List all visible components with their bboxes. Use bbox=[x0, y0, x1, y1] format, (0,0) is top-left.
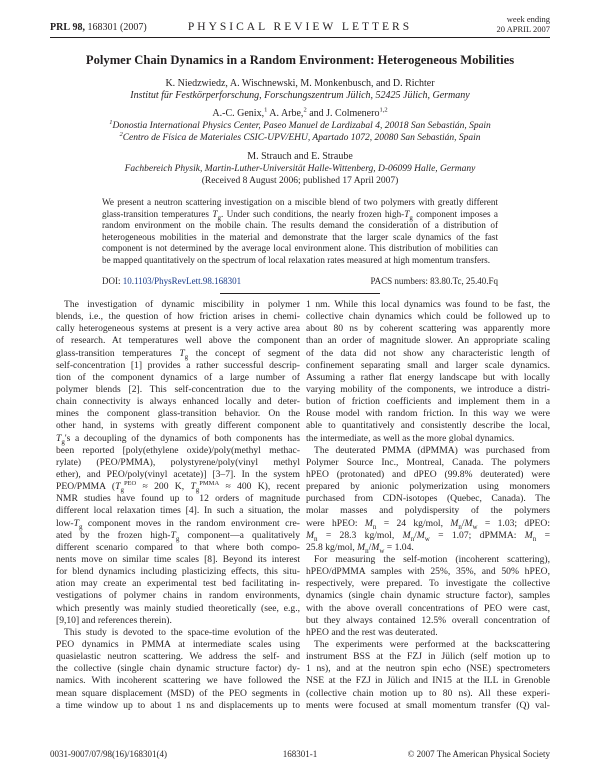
body-line: NSE at the FZJ in Jülich and IN15 at the ILL in Grenoble bbox=[306, 675, 550, 687]
body-line: cally heterogeneous systems at present is a very active area bbox=[56, 323, 300, 335]
journal-title: PHYSICAL REVIEW LETTERS bbox=[187, 21, 413, 33]
body-line: hPEO and the rest was deuterated. bbox=[306, 626, 438, 638]
body-line: NMR studies have found up to 12 orders of magnitude bbox=[56, 493, 300, 505]
abstract-line: component is not determined by the average local environment alone. This distribution of mobilities can bbox=[102, 243, 498, 254]
abstract bbox=[102, 197, 498, 267]
body-line: hPEO/dPMMA samples with 25%, 35%, and 50% hPEO, bbox=[306, 566, 550, 578]
body-line: been reported [poly(ethylene oxide)/poly(methyl methac- bbox=[56, 444, 300, 456]
doi-link[interactable]: 10.1103/PhysRevLett.98.168301 bbox=[122, 276, 242, 286]
body-line: 1 ns), and at the neutron spin echo (NSE) spectrometers bbox=[306, 663, 550, 675]
authors-group-3: M. Strauch and E. Straube bbox=[247, 151, 353, 162]
body-line: quasielastic neutron scattering. We address the self- and bbox=[56, 651, 300, 663]
body-line: Polymer Source Inc., Montreal, Canada. The polymers bbox=[306, 456, 550, 468]
body-line: different scenario compared to that where both compo- bbox=[56, 541, 300, 553]
date: 20 APRIL 2007 bbox=[496, 24, 550, 34]
affiliation-3: Fachbereich Physik, Martin-Luther-Universität Halle-Wittenberg, D-06099 Halle, Germany bbox=[124, 164, 476, 174]
body-line: hPEO (protonated) and dPEO (99.8% deuterated) were bbox=[306, 468, 550, 480]
body-line: mines the component glass-transition behavior. On the bbox=[56, 408, 300, 420]
body-line: which presently was mainly studied theoretically (see, e.g., bbox=[56, 602, 300, 614]
affiliation-2a: $^1$Donostia International Physics Center, Paseo Manuel de Lardizabal 4, 20018 San Sebastián, Spain bbox=[109, 118, 491, 131]
body-line: able to quantitatively and consistently describe the local, bbox=[306, 420, 550, 432]
body-line: ments were focused at small momentum transfer (Q) val- bbox=[306, 699, 550, 711]
left-column bbox=[56, 299, 300, 712]
issue-date bbox=[496, 14, 550, 34]
body-line: The investigation of dynamic miscibility in polymer bbox=[64, 299, 300, 310]
body-line: the collective (single chain dynamic structure factor) dy- bbox=[56, 663, 300, 675]
pacs-numbers: PACS numbers: 83.80.Tc, 25.40.Fq bbox=[370, 276, 498, 286]
body-line: (collective chain motion up to 80 ns). All these experi- bbox=[306, 687, 550, 699]
body-line: The experiments were performed at the backscattering bbox=[314, 638, 550, 650]
body-line: rylate) (PEO/PMMA), polystyrene/poly(vinyl methyl bbox=[56, 456, 300, 468]
body-line: about 80 ns by coherent scattering was apparently more bbox=[306, 323, 550, 335]
body-line: mean square displacement (MSD) of the PEO segments in bbox=[56, 687, 300, 699]
body-line: molar masses and polydispersity of the polymers bbox=[306, 505, 550, 517]
week-ending-label: week ending bbox=[506, 14, 550, 24]
header-rule bbox=[50, 37, 550, 38]
body-line: [9,10] and references therein). bbox=[56, 614, 172, 626]
affiliation-2b: $^2$Centro de Física de Materiales CSIC-UPV/EHU, Apartado 1072, 20080 San Sebastián, Spain bbox=[119, 130, 481, 143]
body-line: collective chain dynamics which could be followed up to bbox=[306, 311, 550, 323]
body-line: The deuterated PMMA (dPMMA) was purchased from bbox=[314, 444, 550, 456]
body-line: other hand, in systems with greatly different component bbox=[56, 420, 300, 432]
body-line: self-concentration [1] provides a rather successful descrip- bbox=[56, 359, 300, 371]
body-line: with the above overall concentrations of PEO were cast, bbox=[306, 602, 550, 614]
body-line: ation may create an experimental test bed facilitating in- bbox=[56, 578, 300, 590]
body-line: for blend dynamics including plasticizing effects, this situ- bbox=[56, 566, 300, 578]
body-line: prepared by anionic polymerization using monomers bbox=[306, 481, 550, 493]
citation-number: 168301 (2007) bbox=[87, 22, 147, 33]
body-line: For measuring the self-motion (incoherent scattering), bbox=[314, 553, 550, 565]
body-line: PEO/PMMA ($T_g^{PEO} \approx 200$ K, $T_g^{PMMA} \approx 400$ K), recent bbox=[56, 479, 300, 495]
body-line: Assuming a rather flat energy landscape but with locally bbox=[306, 371, 550, 383]
body-line: but they always contained 12.5% overall concentration of bbox=[306, 614, 550, 626]
authors-group-2: A.-C. Genix,$^1$ A. Arbe,$^2$ and J. Colmenero$^{1,2}$ bbox=[212, 106, 388, 119]
footer-issn: 0031-9007/07/98(16)/168301(4) bbox=[50, 749, 167, 759]
body-line: chain connectivity is always enhanced locally and deter- bbox=[56, 396, 300, 408]
body-line: $M_n = 28.3$ kg/mol, $M_n/M_w = 1.07$; dPMMA: $M_n$ = bbox=[306, 529, 550, 543]
footer-page-number: 168301-1 bbox=[282, 749, 318, 759]
body-line: glass-transition temperatures $T_g$ the concept of segment bbox=[56, 347, 300, 361]
body-line: the intermediate, as well as the more global dynamics. bbox=[306, 432, 515, 444]
body-line: were hPEO: $M_n = 24$ kg/mol, $M_n/M_w = 1.03$; dPEO: bbox=[306, 517, 550, 531]
body-line: vestigations of polymer chains in random environments, bbox=[56, 590, 300, 602]
body-line: 25.8 kg/mol, $M_n/M_w = 1.04$. bbox=[306, 541, 414, 555]
abstract-line: be mapped quantitatively on the spectrum of local relaxation rates measured at high momentum transfers. bbox=[102, 254, 491, 265]
abstract-rule bbox=[220, 293, 380, 294]
abstract-line: We present a neutron scattering investigation on a miscible blend of two polymers with greatly different bbox=[102, 197, 498, 207]
body-line: PEO dynamics in PMMA at intermediate scales using bbox=[56, 638, 300, 650]
body-line: tion of the component dynamics of a large number of bbox=[56, 371, 300, 383]
body-line: bution of friction coefficients and implement them in a bbox=[306, 396, 550, 408]
body-line: This study is devoted to the space-time evolution of the bbox=[64, 626, 300, 638]
body-line: namics. With incoherent scattering we have followed the bbox=[56, 675, 300, 687]
abstract-line: random environment on the mobile chain. The results demand the consideration of a distribution of bbox=[102, 220, 498, 231]
body-line: 1 nm. While this local dynamics was found to be fast, the bbox=[306, 299, 550, 310]
body-line: of research. At temperatures well above the component bbox=[56, 335, 300, 347]
paper-title: Polymer Chain Dynamics in a Random Environment: Heterogeneous Mobilities bbox=[85, 53, 515, 67]
body-line: of the data did not show any characteristic length of bbox=[306, 347, 550, 359]
body-line: blends, i.e., the question of how friction arises in chemi- bbox=[56, 311, 300, 323]
body-line: dynamics (single chain dynamic structure factor), samples bbox=[306, 590, 550, 602]
body-line: different local relaxation times [4]. In such a situation, the bbox=[56, 505, 300, 517]
body-line: than an order of magnitude slower. An appropriate scaling bbox=[306, 335, 550, 347]
body-line: purchased from CDN-isotopes (Quebec, Canada). The bbox=[306, 493, 550, 505]
journal-volume: 98, bbox=[72, 22, 85, 33]
right-column bbox=[306, 299, 550, 712]
authors-group-1: K. Niedzwiedz, A. Wischnewski, M. Monkenbusch, and D. Richter bbox=[165, 78, 435, 89]
doi bbox=[102, 276, 241, 286]
body-line: respectively, were prepared. To investigate the collective bbox=[306, 578, 550, 590]
body-line: $T_g's$ a decoupling of the dynamics of both components has bbox=[56, 432, 300, 446]
body-line: confinement separating small and larger scale dynamics. bbox=[306, 359, 550, 371]
body-line: instrument BSS at the FZJ in Jülich (self motion up to bbox=[306, 651, 550, 663]
doi-label: DOI: bbox=[102, 276, 121, 286]
footer-copyright: © 2007 The American Physical Society bbox=[407, 749, 550, 759]
affiliation-1: Institut für Festkörperforschung, Forschungszentrum Jülich, 52425 Jülich, Germany bbox=[130, 90, 470, 101]
body-line: varying mobility of the components, we introduce a distri- bbox=[306, 383, 550, 395]
received-date: (Received 8 August 2006; published 17 April 2007) bbox=[201, 176, 399, 186]
abstract-line: heterogeneous mobilities in the material and demonstrate that the larger scale dynamics of the fast bbox=[102, 231, 498, 242]
abstract-line: glass-transition temperatures $T_g$. Under such conditions, the nearly frozen high-$T_g$ component imposes a bbox=[102, 208, 498, 222]
body-line: polymer blends [2]. This self-concentration due to the bbox=[56, 383, 300, 395]
body-line: nents move on similar time scales [8]. Beyond its interest bbox=[56, 553, 300, 565]
journal-name: PRL bbox=[50, 22, 70, 33]
body-line: ether), and PEO/poly(vinyl acetate)] [3–7]. In the system bbox=[56, 468, 300, 480]
body-line: Rouse model with random friction. In this way we were bbox=[306, 408, 550, 420]
body-line: ated by the frozen high-$T_g$ component—a qualitatively bbox=[56, 529, 301, 543]
body-line: a time window up to about 1 ns and displacements up to bbox=[56, 699, 300, 711]
body-line: low-$T_g$ component moves in the random environment cre- bbox=[56, 517, 300, 531]
